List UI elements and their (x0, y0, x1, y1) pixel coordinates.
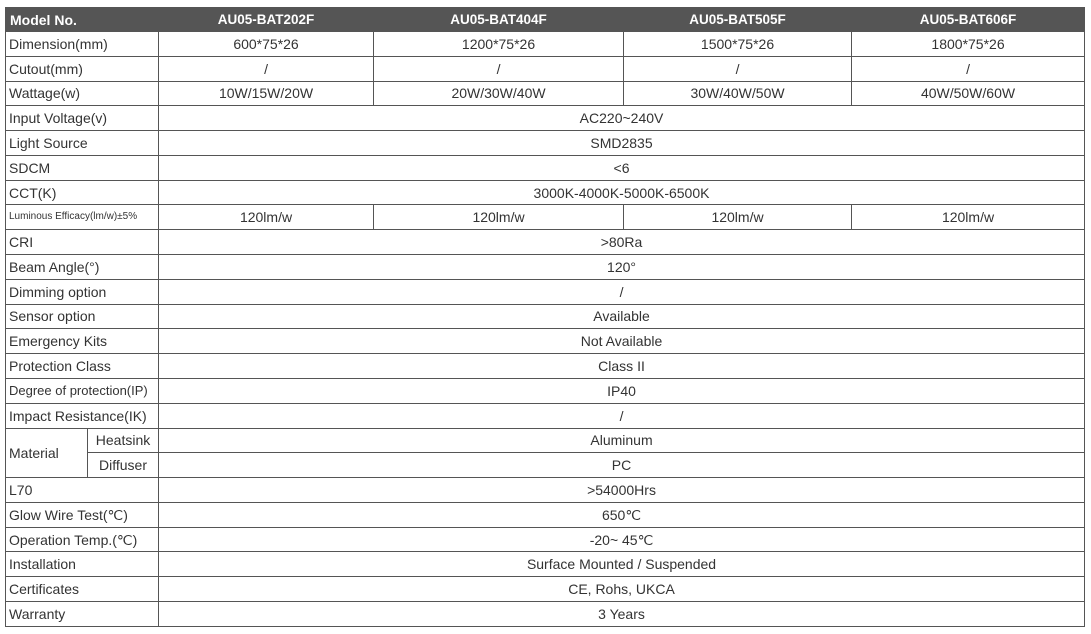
cell-value: 1500*75*26 (624, 32, 852, 57)
cell-value: / (159, 403, 1085, 428)
row-label-material: Material (6, 428, 88, 478)
table-row (6, 81, 1085, 106)
table-row (6, 354, 1085, 379)
row-label: Input Voltage(v) (6, 106, 159, 131)
row-label: Light Source (6, 131, 159, 156)
model-no-header: Model No. (6, 8, 159, 32)
row-label: CRI (6, 230, 159, 255)
cell-value: / (624, 56, 852, 81)
table-row (6, 304, 1085, 329)
cell-value: Not Available (159, 329, 1085, 354)
table-row (6, 527, 1085, 552)
table-row (6, 453, 1085, 478)
table-row (6, 552, 1085, 577)
cell-value: Aluminum (159, 428, 1085, 453)
model-header-4: AU05-BAT606F (852, 8, 1085, 32)
cell-value: 120° (159, 255, 1085, 280)
cell-value: Available (159, 304, 1085, 329)
cell-value: / (374, 56, 624, 81)
cell-value: AC220~240V (159, 106, 1085, 131)
table-row (6, 106, 1085, 131)
cell-value: 3000K-4000K-5000K-6500K (159, 180, 1085, 205)
table-row (6, 403, 1085, 428)
row-label: Operation Temp.(℃) (6, 527, 159, 552)
table-row (6, 279, 1085, 304)
table-row (6, 131, 1085, 156)
row-label: Degree of protection(IP) (6, 378, 159, 403)
cell-value: CE, Rohs, UKCA (159, 577, 1085, 602)
row-label: Luminous Efficacy(lm/w)±5% (6, 205, 159, 230)
cell-value: 650℃ (159, 502, 1085, 527)
table-row (6, 32, 1085, 57)
cell-value: 120lm/w (159, 205, 374, 230)
row-label: CCT(K) (6, 180, 159, 205)
cell-value: Surface Mounted / Suspended (159, 552, 1085, 577)
row-label: Dimming option (6, 279, 159, 304)
cell-value: SMD2835 (159, 131, 1085, 156)
table-row (6, 577, 1085, 602)
row-label: SDCM (6, 155, 159, 180)
row-label: Impact Resistance(IK) (6, 403, 159, 428)
table-row (6, 230, 1085, 255)
cell-value: 40W/50W/60W (852, 81, 1085, 106)
model-header-1: AU05-BAT202F (159, 8, 374, 32)
table-row (6, 601, 1085, 626)
cell-value: >54000Hrs (159, 478, 1085, 503)
cell-value: 10W/15W/20W (159, 81, 374, 106)
cell-value: 30W/40W/50W (624, 81, 852, 106)
table-row (6, 180, 1085, 205)
spec-table (5, 7, 1085, 627)
cell-value: / (159, 56, 374, 81)
cell-value: 120lm/w (852, 205, 1085, 230)
row-label: Protection Class (6, 354, 159, 379)
cell-value: 120lm/w (374, 205, 624, 230)
row-label: Glow Wire Test(℃) (6, 502, 159, 527)
cell-value: Class II (159, 354, 1085, 379)
header-row (6, 8, 1085, 32)
cell-value: 3 Years (159, 601, 1085, 626)
row-label: Warranty (6, 601, 159, 626)
cell-value: 120lm/w (624, 205, 852, 230)
row-label: Installation (6, 552, 159, 577)
table-row (6, 205, 1085, 230)
sub-label-diffuser: Diffuser (88, 453, 159, 478)
table-row (6, 378, 1085, 403)
cell-value: 20W/30W/40W (374, 81, 624, 106)
sub-label-heatsink: Heatsink (88, 428, 159, 453)
row-label: Emergency Kits (6, 329, 159, 354)
row-label: Sensor option (6, 304, 159, 329)
cell-value: 600*75*26 (159, 32, 374, 57)
cell-value: -20~ 45℃ (159, 527, 1085, 552)
cell-value: IP40 (159, 378, 1085, 403)
row-label: Certificates (6, 577, 159, 602)
cell-value: 1200*75*26 (374, 32, 624, 57)
model-header-3: AU05-BAT505F (624, 8, 852, 32)
row-label: L70 (6, 478, 159, 503)
cell-value: >80Ra (159, 230, 1085, 255)
table-row (6, 478, 1085, 503)
table-row (6, 255, 1085, 280)
row-label: Cutout(mm) (6, 56, 159, 81)
cell-value: <6 (159, 155, 1085, 180)
row-label: Dimension(mm) (6, 32, 159, 57)
cell-value: PC (159, 453, 1085, 478)
cell-value: / (852, 56, 1085, 81)
table-row (6, 329, 1085, 354)
table-row (6, 56, 1085, 81)
model-header-2: AU05-BAT404F (374, 8, 624, 32)
cell-value: 1800*75*26 (852, 32, 1085, 57)
row-label: Beam Angle(°) (6, 255, 159, 280)
table-row (6, 155, 1085, 180)
cell-value: / (159, 279, 1085, 304)
row-label: Wattage(w) (6, 81, 159, 106)
table-row (6, 502, 1085, 527)
table-row (6, 428, 1085, 453)
